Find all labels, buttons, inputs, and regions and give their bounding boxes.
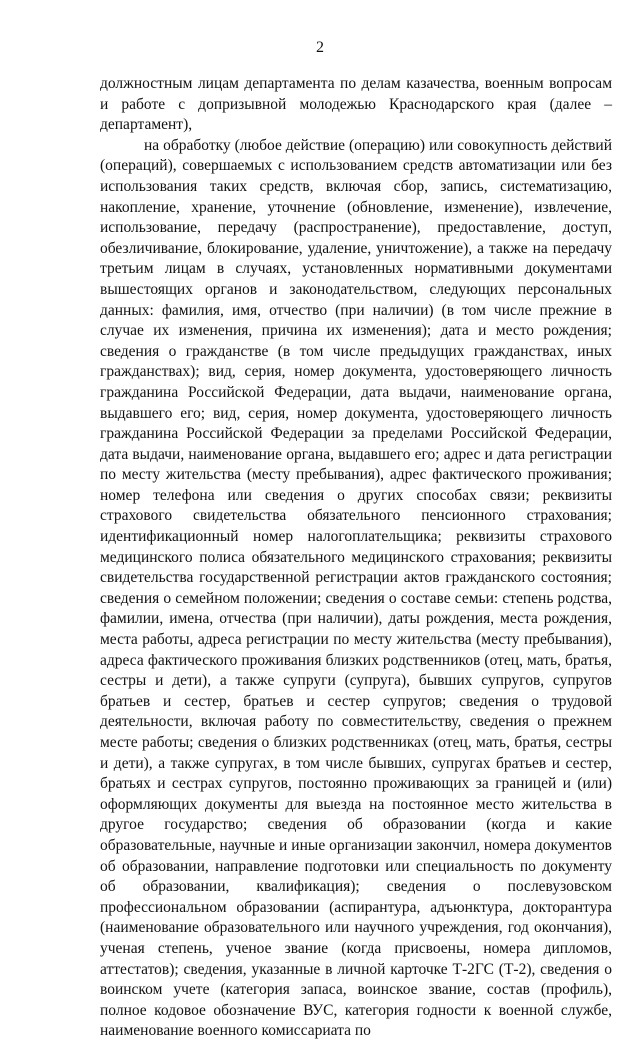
document-body (100, 74, 612, 1042)
page-number: 2 (316, 39, 324, 56)
paragraph-1: должностным лицам департамента по делам казачества, военным вопросам и работе с допризывной молодежью Краснодарского края (далее – департамент), (100, 75, 612, 134)
paragraph-2: на обработку (любое действие (операцию) или совокупность действий (операций), совершаемых с использованием средств автоматизации или без использования таких средств, включая сбор, запись, систематизацию, накопление, хранение, уточнение (обновление, изменение), извлечение, использование, передачу (распространение), предоставление, доступ, обезличивание, блокирование, удаление, уничтожение), а также на передачу третьим лицам в случаях, установленных нормативными документами вышестоящих органов и законодательством, следующих персональных данных: фамилия, имя, отчество (при наличии) (в том числе прежние в случае их изменения, причина их изменения); дата и место рождения; сведения о гражданстве (в том числе предыдущих гражданствах, иных гражданствах); вид, серия, номер документа, удостоверяющего личность гражданина Российской Федерации, дата выдачи, наименование органа, выдавшего его; вид, серия, номер документа, удостоверяющего личность гражданина Российской Федерации за пределами Российской Федерации, дата выдачи, наименование органа, выдавшего его; адрес и дата регистрации по месту жительства (месту пребывания), адрес фактического проживания; номер телефона или сведения о других способах связи; реквизиты страхового свидетельства обязательного пенсионного страхования; идентификационный номер налогоплательщика; реквизиты страхового медицинского полиса обязательного медицинского страхования; реквизиты свидетельства государственной регистрации актов гражданского состояния; сведения о семейном положении; сведения о составе семьи: степень родства, фамилии, имена, отчества (при наличии), даты рождения, места рождения, места работы, адреса регистрации по месту жительства (месту пребывания), адреса фактического проживания близких родственников (отец, мать, братья, сестры и дети), а также супруги (супруга), бывших супругов, супругов братьев и сестер, братьев и сестер супругов; сведения о трудовой деятельности, включая работу по совместительству, сведения о прежнем месте работы; сведения о близких родственниках (отец, мать, братья, сестры и дети), а также супругах, в том числе бывших, супругах братьев и сестер, братьях и сестрах супругов, постоянно проживающих за границей и (или) оформляющих документы для выезда на постоянное место жительства в другое государство; сведения об образовании (когда и какие образовательные, научные и иные организации закончил, номера документов об образовании, направление подготовки или специальность по документу об образовании, квалификация); сведения о послевузовском профессиональном образовании (аспирантура, адъюнктура, докторантура (наименование образовательного или научного учреждения, год окончания), ученая степень, ученое звание (когда присвоены, номера дипломов, аттестатов); сведения, указанные в личной карточке Т-2ГС (Т-2), сведения о воинском учете (категория запаса, воинское звание, состав (профиль), полное кодовое обозначение ВУС, категория годности к военной службе, наименование военного комиссариата по (100, 136, 612, 1040)
